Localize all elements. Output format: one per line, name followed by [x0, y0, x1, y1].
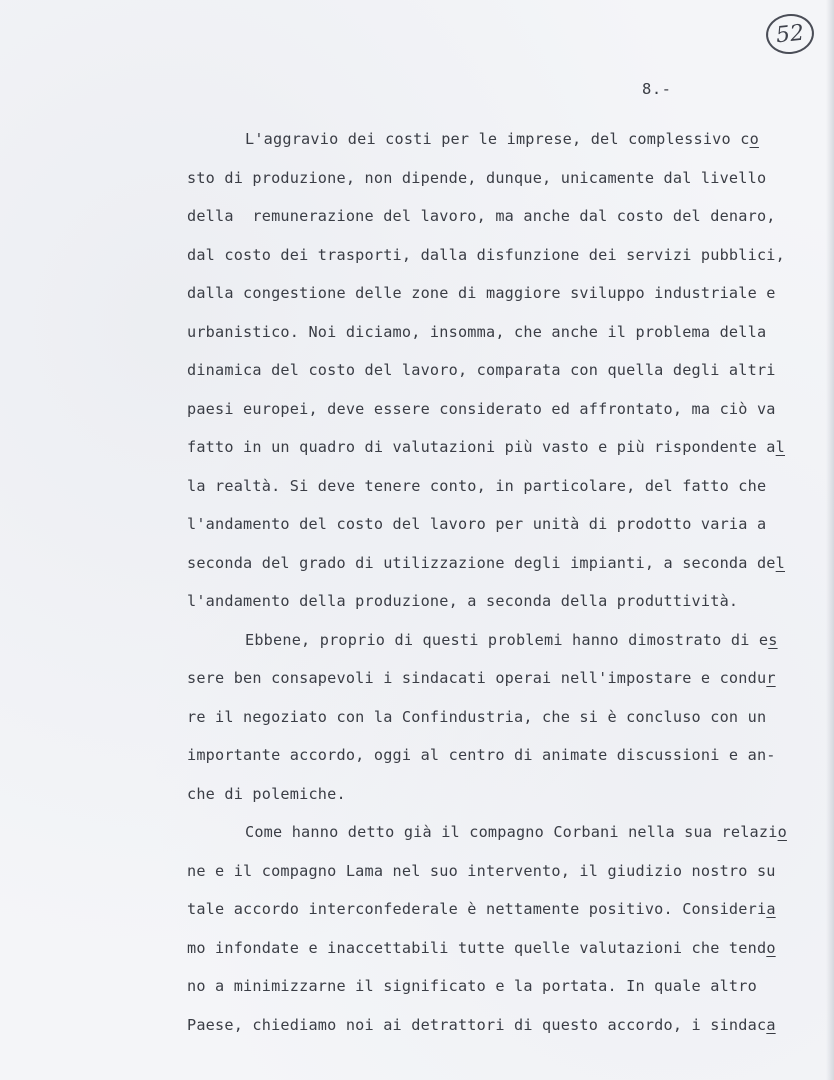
underlined-hyphen-letter: l — [775, 553, 785, 572]
text-line — [187, 629, 817, 668]
line-text: seconda del grado di utilizzazione degli impianti, a seconda de — [187, 553, 776, 572]
line-text: fatto in un quadro di valutazioni più vasto e più rispondente a — [187, 438, 776, 456]
line-text: L'aggravio dei costi per le imprese, del complessivo c — [245, 130, 750, 148]
text-line — [187, 898, 817, 937]
line-text: sto di produzione, non dipende, dunque, unicamente dal livello — [187, 168, 767, 187]
line-text: Paese, chiediamo noi ai detrattori di questo accordo, i sindac — [187, 1015, 767, 1034]
text-line — [187, 706, 817, 745]
text-line — [187, 167, 817, 206]
text-line — [187, 244, 817, 283]
text-line — [187, 937, 817, 976]
text-line — [187, 590, 817, 629]
line-text: importante accordo, oggi al centro di animate discussioni e an- — [187, 746, 776, 764]
line-text: re il negoziato con la Confindustria, che si è concluso con un — [187, 707, 767, 726]
line-text: sere ben consapevoli i sindacati operai nell'impostare e condu — [187, 669, 767, 687]
text-line — [187, 975, 817, 1014]
text-line — [187, 436, 817, 475]
text-line — [187, 860, 817, 899]
text-line — [187, 205, 817, 244]
line-text: l'andamento del costo del lavoro per unità di prodotto varia a — [187, 515, 767, 533]
line-text: che di polemiche. — [187, 784, 346, 803]
line-text: tale accordo interconfederale è nettamente positivo. Consideri — [187, 900, 767, 918]
underlined-hyphen-letter: s — [768, 630, 778, 649]
line-text: ne e il compagno Lama nel suo intervento, il giudizio nostro su — [187, 861, 776, 880]
line-text: dalla congestione delle zone di maggiore sviluppo industriale e — [187, 284, 776, 302]
page-edge-shadow — [826, 0, 834, 1080]
line-text: dinamica del costo del lavoro, comparata con quella degli altri — [187, 361, 776, 379]
line-text: la realtà. Si deve tenere conto, in particolare, del fatto che — [187, 476, 767, 495]
text-line — [187, 821, 817, 860]
line-text: Ebbene, proprio di questi problemi hanno dimostrato di e — [245, 630, 769, 649]
line-text: urbanistico. Noi diciamo, insomma, che anche il problema della — [187, 322, 767, 341]
text-line — [187, 783, 817, 822]
line-text: mo infondate e inaccettabili tutte quelle valutazioni che tend — [187, 938, 767, 957]
underlined-hyphen-letter: a — [766, 1015, 776, 1034]
line-text: paesi europei, deve essere considerato ed affrontato, ma ciò va — [187, 399, 776, 418]
underlined-hyphen-letter: o — [766, 938, 776, 957]
text-line — [187, 744, 817, 783]
paragraph — [187, 629, 817, 822]
line-text: della remunerazione del lavoro, ma anche dal costo del denaro, — [187, 207, 776, 225]
paragraph — [187, 128, 817, 629]
stamp-number: 52 — [774, 20, 806, 48]
handwritten-page-stamp — [764, 12, 816, 57]
line-text: dal costo dei trasporti, dalla disfunzione dei servizi pubblici, — [187, 245, 785, 264]
text-line — [187, 398, 817, 437]
line-text: no a minimizzarne il significato e la portata. In quale altro — [187, 977, 757, 995]
paragraph — [187, 821, 817, 1052]
text-line — [187, 1014, 817, 1053]
underlined-hyphen-letter: o — [749, 130, 759, 148]
underlined-hyphen-letter: r — [766, 669, 776, 687]
underlined-hyphen-letter: l — [775, 438, 785, 456]
page-number: 8.- — [642, 80, 672, 98]
line-text: l'andamento della produzione, a seconda della produttività. — [187, 592, 739, 610]
text-line — [187, 282, 817, 321]
line-text: Come hanno detto già il compagno Corbani nella sua relazi — [245, 823, 778, 841]
text-line — [187, 321, 817, 360]
text-line — [187, 128, 817, 167]
text-line — [187, 513, 817, 552]
text-line — [187, 667, 817, 706]
text-line — [187, 359, 817, 398]
text-line — [187, 552, 817, 591]
text-line — [187, 475, 817, 514]
underlined-hyphen-letter: a — [766, 900, 776, 918]
underlined-hyphen-letter: o — [777, 823, 787, 841]
body-text — [187, 128, 817, 1052]
